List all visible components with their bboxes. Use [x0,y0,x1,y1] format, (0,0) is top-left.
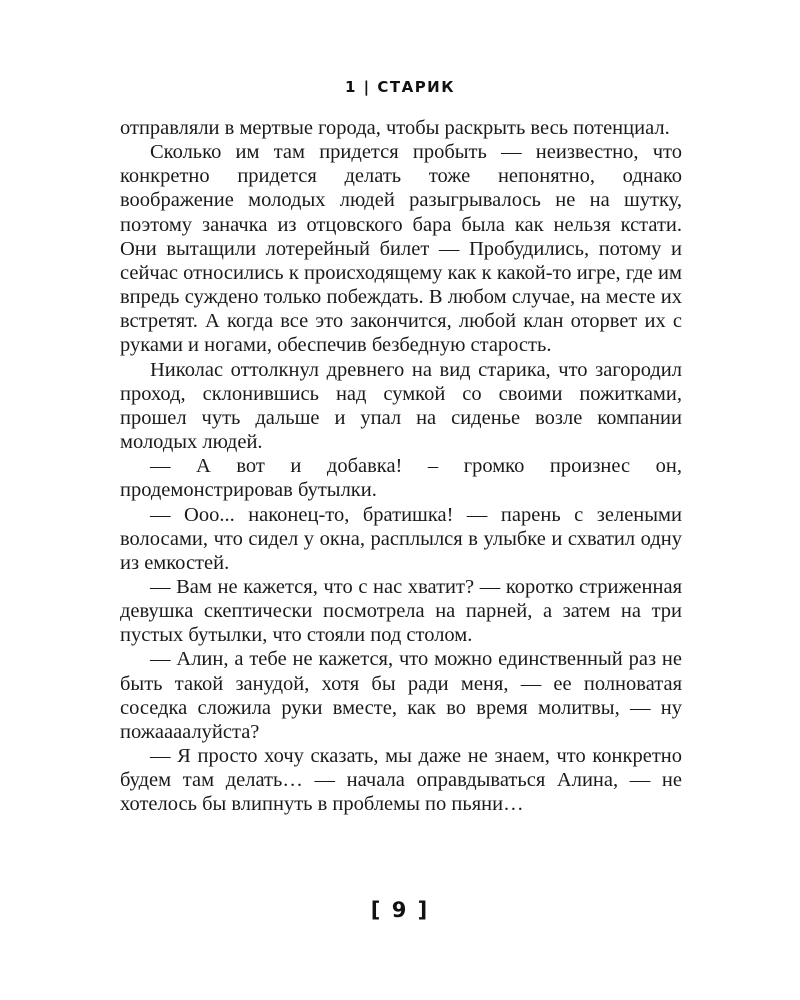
paragraph: Николас оттолкнул древнего на вид старика, что загородил проход, склонившись над сумкой со своими пожитками, прошел чуть дальше и упал на сиденье возле компании молодых людей. [120,358,682,454]
paragraph: отправляли в мертвые города, чтобы раскрыть весь потенциал. [120,117,670,139]
body-text [120,116,682,817]
dialogue-paragraph: — Я просто хочу сказать, мы даже не знаем, что конкретно будем там делать… — начала оправдываться Алина, — не хотелось бы влипнуть в проблемы по пьяни… [120,745,682,816]
paragraph: Сколько им там придется пробыть — неизвестно, что конкретно придется делать тоже непонятно, однако воображение молодых людей разыгрывалось не на шутку, поэтому заначка из отцовского бара была как нельзя кстати. Они вытащили лотерейный билет — Пробудились, потому и сейчас относились к происходящему как к какой-то игре, где им впредь суждено только побеждать. В любом случае, на месте их встретят. А когда все это закончится, любой клан оторвет их с руками и ногами, обеспечив безбедную старость. [120,141,682,357]
dialogue-paragraph: — Алин, а тебе не кажется, что можно единственный раз не быть такой занудой, хотя бы ради меня, — ее полноватая соседка сложила руки вместе, как во время молитвы, — ну пожаааалуйста? [120,648,682,743]
dialogue-paragraph: — Ооо... наконец-то, братишка! — парень с зелеными волосами, что сидел у окна, расплылся в улыбке и схватил одну из емкостей. [120,503,682,574]
running-head: 1 | СТАРИК [344,78,456,96]
dialogue-paragraph: — Вам не кажется, что с нас хватит? — коротко стриженная девушка скептически посмотрела на парней, а затем на три пустых бутылки, что стояли под столом. [120,575,682,647]
dialogue-paragraph: — А вот и добавка! – громко произнес он, продемонстрировав бутылки. [120,455,682,502]
page-number: [ 9 ] [370,898,430,922]
